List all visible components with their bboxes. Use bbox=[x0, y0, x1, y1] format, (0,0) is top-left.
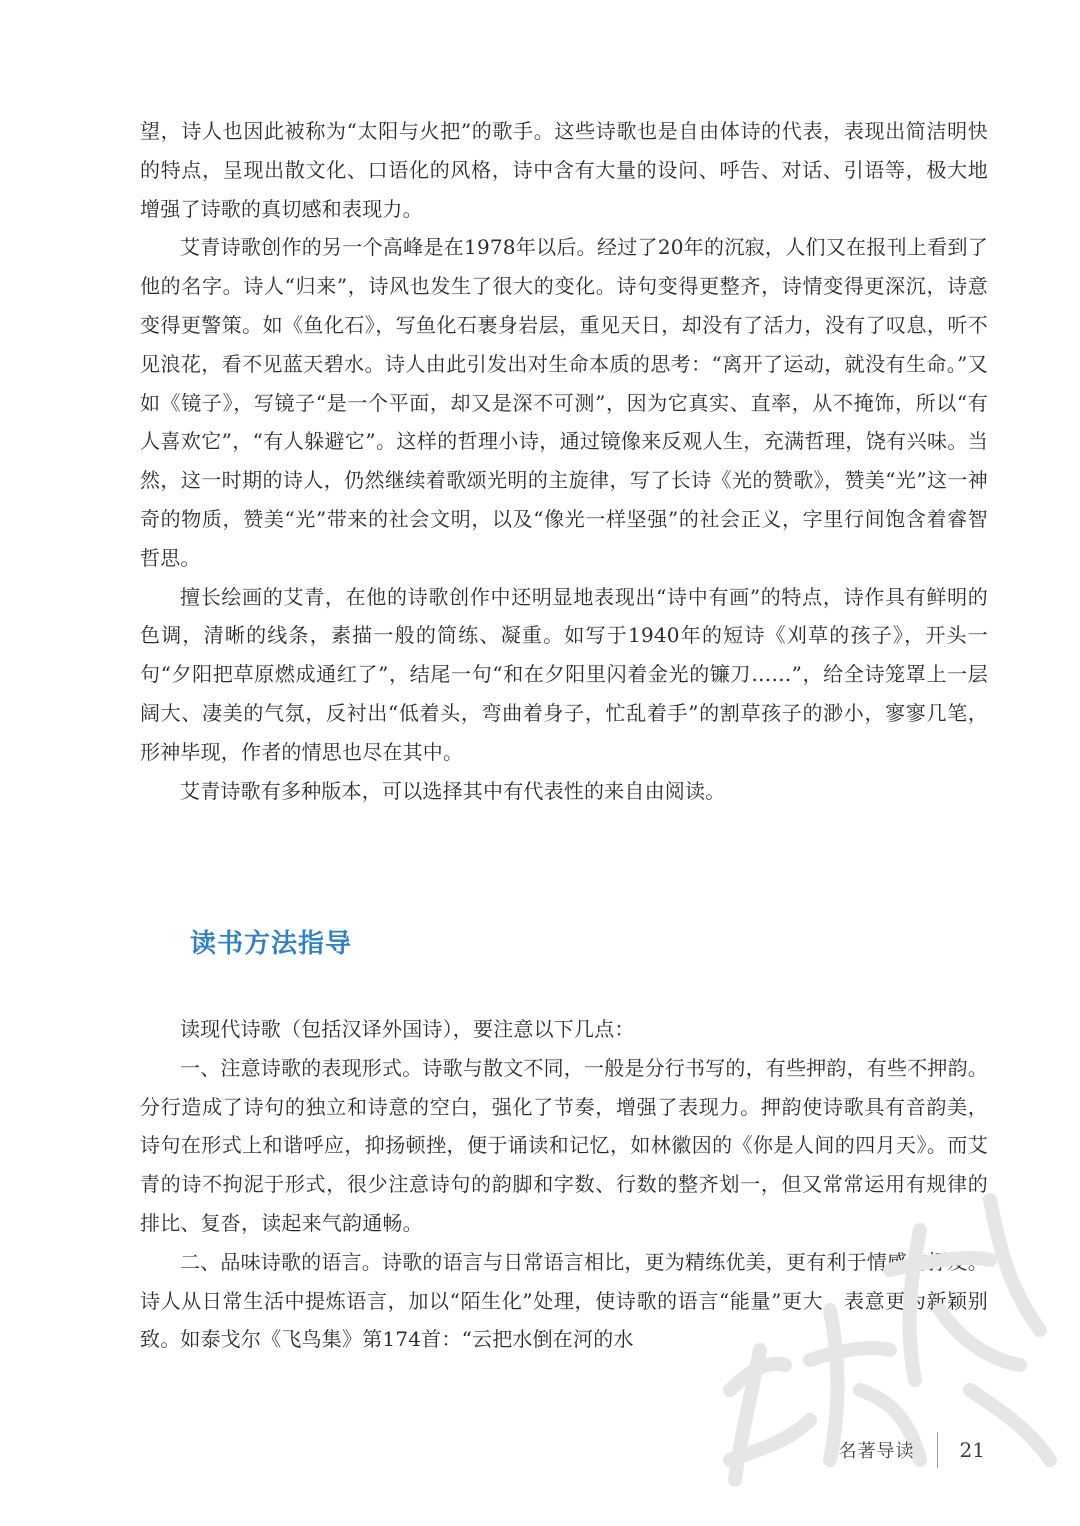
page-number: 21 bbox=[959, 1438, 985, 1462]
body-text-bottom bbox=[140, 1010, 988, 1359]
paragraph-language: 二、品味诗歌的语言。诗歌的语言与日常语言相比，更为精练优美，更有利于情感的抒发。诗人从日常生活中提炼语言，加以“陌生化”处理，使诗歌的语言“能量”更大，表意更为新颖别致。如泰戈尔《飞鸟集》第174首：“云把水倒在河的水 bbox=[140, 1249, 988, 1352]
paragraph-editions: 艾青诗歌有多种版本，可以选择其中有代表性的来自由阅读。 bbox=[180, 778, 726, 803]
footer-book-title: 名著导读 bbox=[838, 1441, 915, 1462]
paragraph-intro: 读现代诗歌（包括汉译外国诗），要注意以下几点： bbox=[180, 1017, 635, 1041]
footer-divider bbox=[937, 1432, 938, 1468]
paragraph-later-period: 艾青诗歌创作的另一个高峰是在1978年以后。经过了20年的沉寂，人们又在报刊上看到了他的名字。诗人“归来”，诗风也发生了很大的变化。诗句变得更整齐，诗情变得更深沉，诗意变得更警策。如《鱼化石》，写鱼化石裹身岩层，重见天日，却没有了活力，没有了叹息，听不见浪花，看不见蓝天碧水。诗人由此引发出对生命本质的思考：“离开了运动，就没有生命。”又如《镜子》，写镜子“是一个平面，却又是深不可测”，因为它真实、直率，从不掩饰，所以“有人喜欢它”，“有人躲避它”。这样的哲理小诗，通过镜像来反观人生，充满哲理，饶有兴味。当然，这一时期的诗人，仍然继续着歌颂光明的主旋律，写了长诗《光的赞歌》，赞美“光”这一神奇的物质，赞美“光”带来的社会文明，以及“像光一样坚强”的社会正义，字里行间饱含着睿智哲思。 bbox=[140, 235, 988, 570]
section-title: 读书方法指导 bbox=[190, 929, 353, 959]
paragraph-form: 一、注意诗歌的表现形式。诗歌与散文不同，一般是分行书写的，有些押韵，有些不押韵。分行造成了诗句的独立和诗意的空白，强化了节奏，增强了表现力。押韵使诗歌具有音韵美，诗句在形式上和谐呼应，抑扬顿挫，便于诵读和记忆，如林徽因的《你是人间的四月天》。而艾青的诗不拘泥于形式，很少注意诗句的韵脚和字数、行数的整齐划一，但又常常运用有规律的排比、复沓，读起来气韵通畅。 bbox=[140, 1055, 988, 1235]
page-footer bbox=[839, 1428, 985, 1472]
body-text-top bbox=[140, 112, 988, 810]
paragraph-continuation: 望，诗人也因此被称为“太阳与火把”的歌手。这些诗歌也是自由体诗的代表，表现出简洁明快的特点，呈现出散文化、口语化的风格，诗中含有大量的设问、呼告、对话、引语等，极大地增强了诗歌的真切感和表现力。 bbox=[140, 119, 988, 221]
paragraph-painting-style: 擅长绘画的艾青，在他的诗歌创作中还明显地表现出“诗中有画”的特点，诗作具有鲜明的色调，清晰的线条，素描一般的简练、凝重。如写于1940年的短诗《刈草的孩子》，开头一句“夕阳把草原燃成通红了”，结尾一句“和在夕阳里闪着金光的镰刀……”，给全诗笼罩上一层阔大、凄美的气氛，反衬出“低着头，弯曲着身子，忙乱着手”的割草孩子的渺小，寥寥几笔，形神毕现，作者的情思也尽在其中。 bbox=[140, 584, 988, 764]
